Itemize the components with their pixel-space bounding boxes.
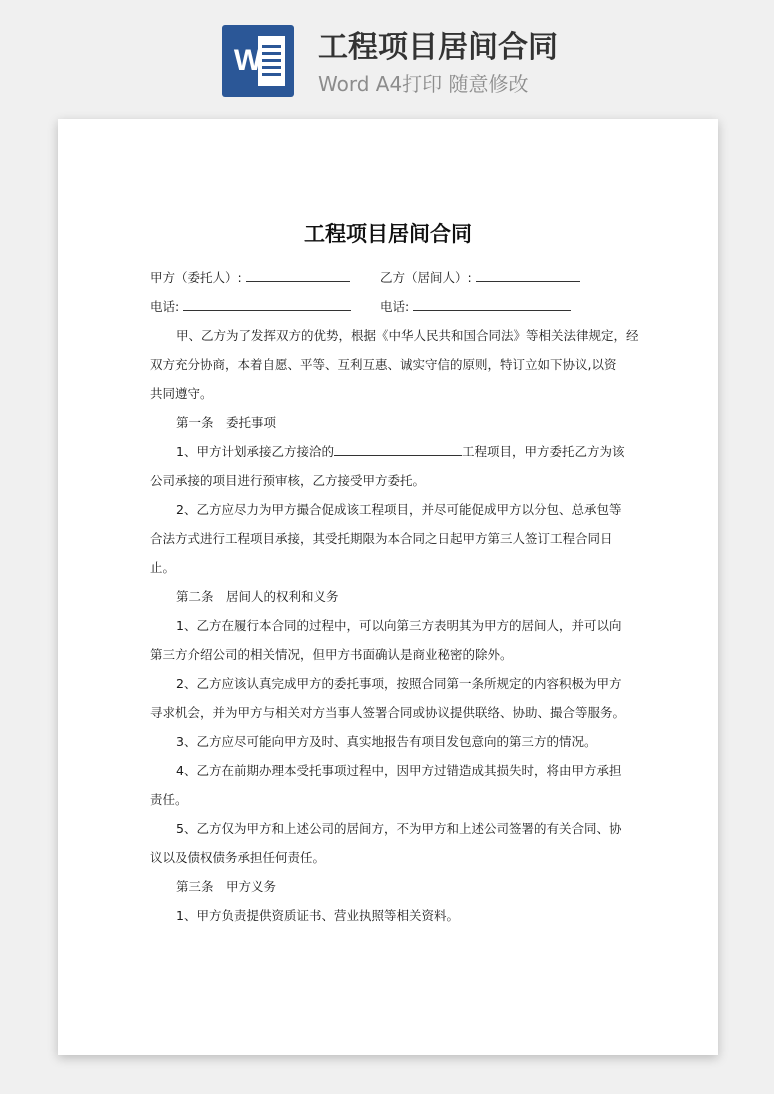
word-document-icon <box>222 25 294 97</box>
article-2-heading: 第二条 居间人的权利和义务 <box>176 589 339 604</box>
body-line: 5、乙方仅为甲方和上述公司的居间方，不为甲方和上述公司签署的有关合同、协 <box>176 821 622 836</box>
body-line: 2、乙方应该认真完成甲方的委托事项，按照合同第一条所规定的内容积极为甲方 <box>176 676 622 691</box>
phone-b-label: 电话: <box>380 299 410 314</box>
party-b-label: 乙方（居间人）: <box>380 270 472 285</box>
party-b-field <box>380 269 580 287</box>
body-text: 工程项目，甲方委托乙方为该 <box>461 444 625 459</box>
word-icon-letter: W <box>233 44 263 77</box>
document-title: 工程项目居间合同 <box>304 222 472 246</box>
body-line: 公司承接的项目进行预审核，乙方接受甲方委托。 <box>150 473 426 488</box>
banner-title: 工程项目居间合同 <box>318 30 558 65</box>
body-line: 4、乙方在前期办理本受托事项过程中，因甲方过错造成其损失时，将由甲方承担 <box>176 763 622 778</box>
body-line: 双方充分协商，本着自愿、平等、互利互惠、诚实守信的原则，特订立如下协议,以资 <box>150 357 617 372</box>
body-line: 寻求机会，并为甲方与相关对方当事人签署合同或协议提供联络、协助、撮合等服务。 <box>150 705 626 720</box>
party-a-label: 甲方（委托人）: <box>150 270 242 285</box>
phone-b-field <box>380 298 571 316</box>
phone-a-label: 电话: <box>150 299 180 314</box>
document-page <box>58 119 718 1055</box>
body-line: 议以及债权债务承担任何责任。 <box>150 850 326 865</box>
phone-a-field <box>150 298 351 316</box>
body-line: 1、甲方负责提供资质证书、营业执照等相关资料。 <box>176 908 459 923</box>
body-line: 合法方式进行工程项目承接，其受托期限为本合同之日起甲方第三人签订工程合同日 <box>150 531 613 546</box>
phone-b-blank <box>413 298 571 311</box>
body-line: 1、乙方在履行本合同的过程中，可以向第三方表明其为甲方的居间人，并可以向 <box>176 618 622 633</box>
party-a-field <box>150 269 350 287</box>
article-3-heading: 第三条 甲方义务 <box>176 879 277 894</box>
body-line: 止。 <box>150 560 176 575</box>
party-a-blank <box>246 269 350 282</box>
party-b-blank <box>476 269 580 282</box>
header-banner <box>0 0 774 118</box>
body-line: 2、乙方应尽力为甲方撮合促成该工程项目，并尽可能促成甲方以分包、总承包等 <box>176 502 622 517</box>
body-line: 责任。 <box>150 792 188 807</box>
body-line: 第三方介绍公司的相关情况，但甲方书面确认是商业秘密的除外。 <box>150 647 513 662</box>
banner-subtitle: Word A4打印 随意修改 <box>318 72 529 96</box>
body-line: 共同遵守。 <box>150 386 213 401</box>
body-line <box>176 443 624 461</box>
body-line: 甲、乙方为了发挥双方的优势，根据《中华人民共和国合同法》等相关法律规定，经 <box>176 328 639 343</box>
body-line: 3、乙方应尽可能向甲方及时、真实地报告有项目发包意向的第三方的情况。 <box>176 734 597 749</box>
phone-a-blank <box>183 298 351 311</box>
body-text: 1、甲方计划承接乙方接洽的 <box>176 444 334 459</box>
article-1-heading: 第一条 委托事项 <box>176 415 277 430</box>
project-name-blank <box>334 443 462 456</box>
